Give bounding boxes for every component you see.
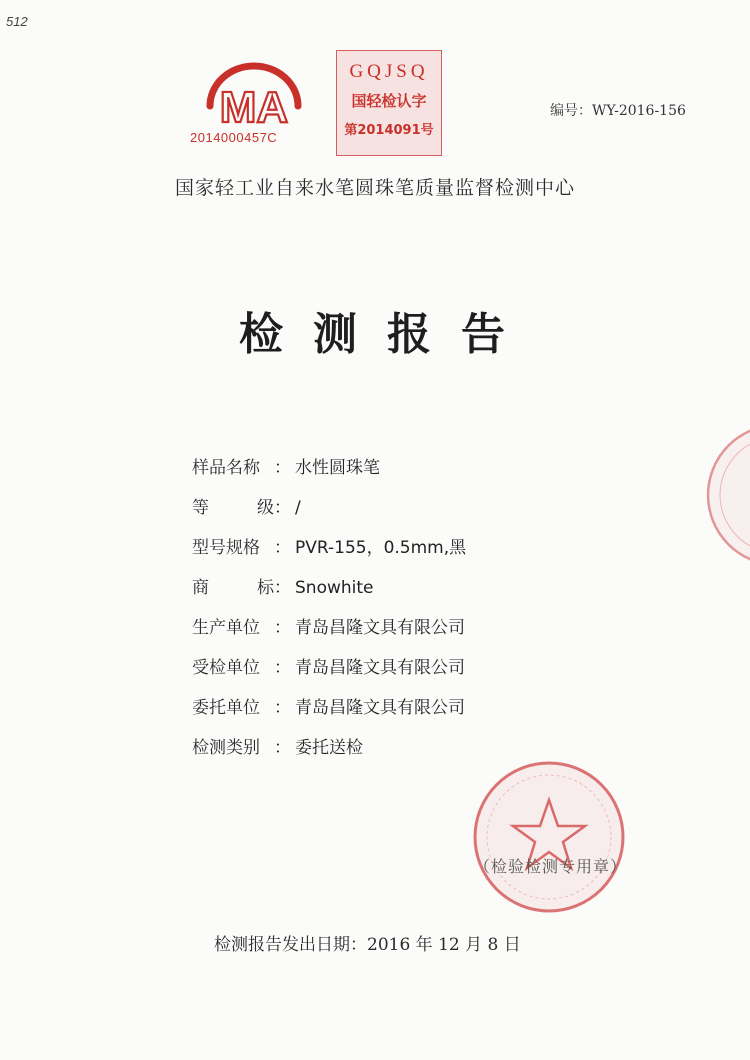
issue-month-unit: 月 xyxy=(465,935,483,955)
info-value: PVR-155，0.5mm,黑 xyxy=(295,538,467,558)
issue-day-unit: 日 xyxy=(503,935,521,955)
info-colon: ： xyxy=(274,578,291,598)
info-row-manufacturer xyxy=(192,608,466,648)
info-row-client-unit xyxy=(192,688,466,728)
stamp-line-3: 第2014091号 xyxy=(344,123,434,138)
info-colon: ： xyxy=(274,498,291,518)
info-label: 商 标 xyxy=(192,578,274,598)
info-row-trademark xyxy=(192,568,466,608)
report-number: 编号：WY-2016-156 xyxy=(550,103,686,119)
info-row-grade xyxy=(192,488,466,528)
info-label: 委托单位 xyxy=(192,698,260,718)
info-colon: ： xyxy=(274,738,291,758)
info-label: 等 级 xyxy=(192,498,274,518)
info-colon: ： xyxy=(274,538,291,558)
ma-code: 2014000457C xyxy=(190,130,278,145)
document-title: 检测报告 xyxy=(239,309,535,360)
stamp-line-2: 国轻检认字 xyxy=(351,92,427,110)
info-row-model-spec xyxy=(192,528,466,568)
issue-day: 8 xyxy=(487,935,499,955)
info-label: 型号规格 xyxy=(192,538,260,558)
info-value: / xyxy=(295,498,301,518)
stamp-line-1: GQJSQ xyxy=(349,61,429,82)
issue-year: 2016 xyxy=(367,935,411,955)
info-value: Snowhite xyxy=(295,578,374,598)
info-value: 青岛昌隆文具有限公司 xyxy=(295,698,465,718)
info-value: 青岛昌隆文具有限公司 xyxy=(295,658,465,678)
partial-seal-stamp xyxy=(700,420,750,570)
gqjsq-certification-stamp xyxy=(336,50,442,156)
official-round-seal xyxy=(470,758,628,916)
issuing-center-name: 国家轻工业自来水笔圆珠笔质量监督检测中心 xyxy=(174,177,575,199)
ma-letters: MA xyxy=(219,83,289,132)
info-colon: ： xyxy=(274,458,291,478)
seal-caption: （检验检测专用章） xyxy=(474,857,628,876)
info-label: 受检单位 xyxy=(192,658,260,678)
sample-info-list xyxy=(192,448,466,768)
issue-date xyxy=(214,930,521,955)
info-label: 样品名称 xyxy=(192,458,260,478)
handwritten-page-number: 512 xyxy=(6,14,28,29)
info-label: 检测类别 xyxy=(192,738,260,758)
info-label: 生产单位 xyxy=(192,618,260,638)
info-value: 青岛昌隆文具有限公司 xyxy=(295,618,465,638)
info-colon: ： xyxy=(274,698,291,718)
info-value: 水性圆珠笔 xyxy=(295,458,380,478)
info-colon: ： xyxy=(274,658,291,678)
info-value: 委托送检 xyxy=(295,738,363,758)
info-colon: ： xyxy=(274,618,291,638)
info-row-inspected-unit xyxy=(192,648,466,688)
issue-year-unit: 年 xyxy=(415,935,433,955)
info-row-test-category xyxy=(192,728,466,768)
issue-month: 12 xyxy=(438,935,460,955)
issue-date-prefix: 检测报告发出日期： xyxy=(214,935,367,955)
info-row-sample-name xyxy=(192,448,466,488)
